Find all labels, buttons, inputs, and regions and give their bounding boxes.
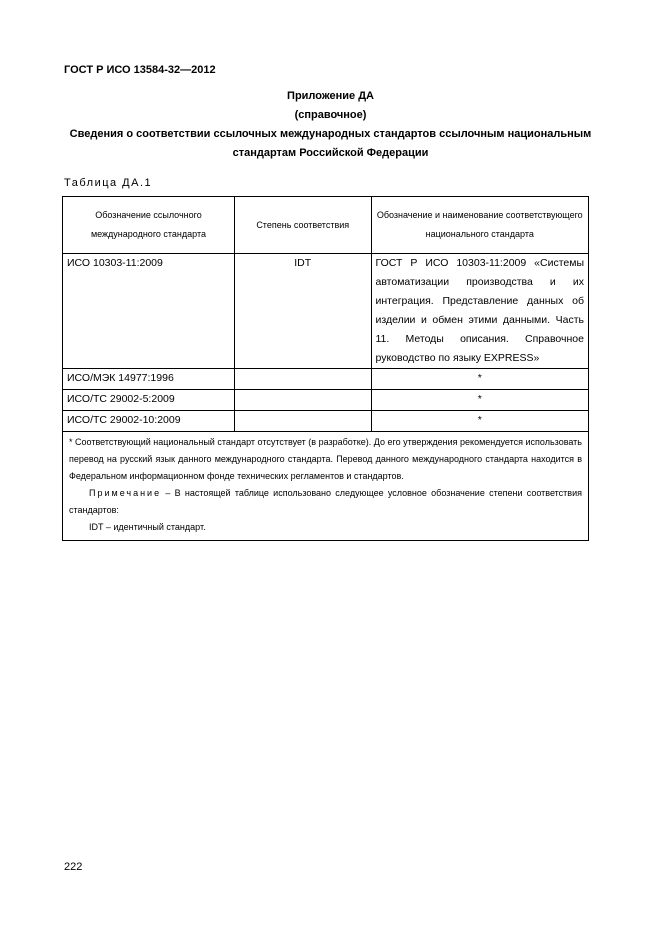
cell-ref: ИСО/ТС 29002-10:2009 xyxy=(63,411,235,432)
cell-degree xyxy=(234,390,371,411)
table-footnote-row xyxy=(63,432,589,541)
cell-degree xyxy=(234,369,371,390)
table-header-row xyxy=(63,197,589,254)
note-paragraph xyxy=(69,485,582,519)
header-national-standard: Обозначение и наименование соответствующего национального стандарта xyxy=(371,197,589,254)
appendix-title: Приложение ДА xyxy=(287,90,374,102)
cell-ref: ИСО/МЭК 14977:1996 xyxy=(63,369,235,390)
table-row xyxy=(63,369,589,390)
cell-ref: ИСО/ТС 29002-5:2009 xyxy=(63,390,235,411)
cell-national: * xyxy=(371,369,589,390)
cell-national: * xyxy=(371,390,589,411)
header-degree: Степень соответствия xyxy=(234,197,371,254)
correspondence-table xyxy=(62,196,589,541)
document-header: ГОСТ Р ИСО 13584-32—2012 xyxy=(64,64,216,76)
cell-national: ГОСТ Р ИСО 10303-11:2009 «Системы автоматизации производства и их интеграция. Представление данных об изделии и обмен этими данными. Часть 11. Методы описания. Справочное руководство по языку EXPRESS» xyxy=(371,254,589,369)
table-row xyxy=(63,254,589,369)
table-label: Таблица ДА.1 xyxy=(64,177,153,189)
cell-ref: ИСО 10303-11:2009 xyxy=(63,254,235,369)
note-label: Примечание xyxy=(89,488,162,498)
appendix-heading-line2: стандартам Российской Федерации xyxy=(232,147,429,159)
footnote-cell xyxy=(63,432,589,541)
idt-note: IDT – идентичный стандарт. xyxy=(89,522,206,532)
footnote-text: * Соответствующий национальный стандарт отсутствует (в разработке). До его утверждения рекомендуется использовать перевод на русский язык данного международного стандарта. Перевод данного международного стандарта находится в Федеральном информационном фонде технических регламентов и стандартов. xyxy=(69,437,582,481)
appendix-type: (справочное) xyxy=(294,109,367,121)
table-row xyxy=(63,390,589,411)
table-row xyxy=(63,411,589,432)
appendix-heading-line1: Сведения о соответствии ссылочных международных стандартов ссылочным национальным xyxy=(69,128,592,140)
cell-degree: IDT xyxy=(234,254,371,369)
page-number: 222 xyxy=(64,861,83,873)
cell-national: * xyxy=(371,411,589,432)
note-text: – В настоящей таблице использовано следующее условное обозначение степени соответствия стандартов: xyxy=(69,488,582,515)
cell-degree xyxy=(234,411,371,432)
header-ref-standard: Обозначение ссылочного международного стандарта xyxy=(63,197,235,254)
